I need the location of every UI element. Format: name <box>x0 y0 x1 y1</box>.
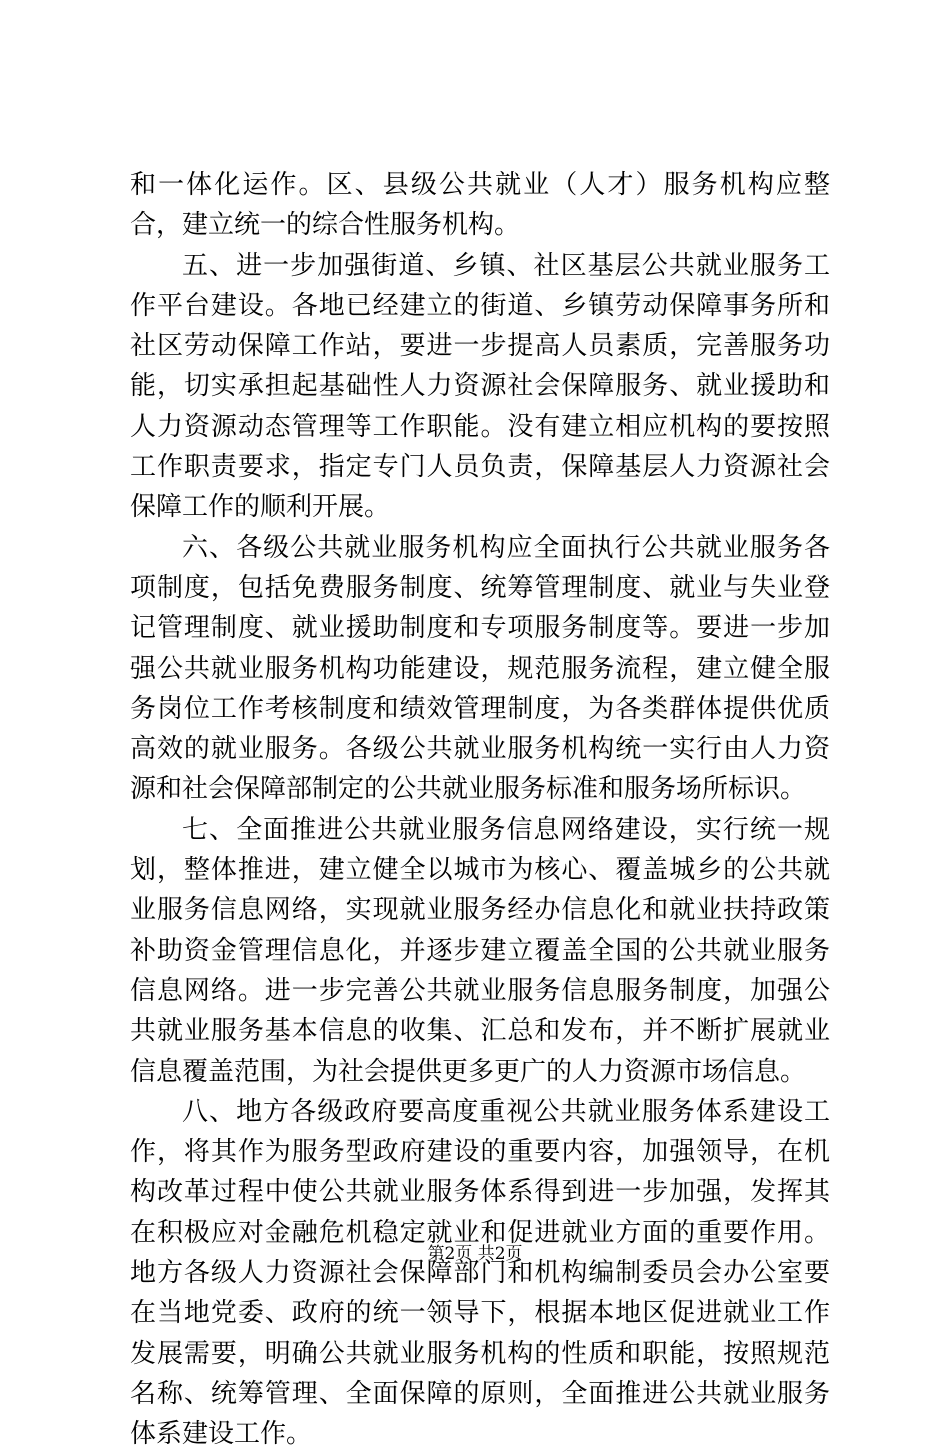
paragraph-section-8: 八、地方各级政府要高度重视公共就业服务体系建设工作，将其作为服务型政府建设的重要内容，加强领导，在机构改革过程中使公共就业服务体系得到进一步加强，发挥其在积极应对金融危机稳定就业和促进就业方面的重要作用。地方各级人力资源社会保障部门和机构编制委员会办公室要在当地党委、政府的统一领导下，根据本地区促进就业工作发展需要，明确公共就业服务机构的性质和职能，按照规范名称、统筹管理、全面保障的原则，全面推进公共就业服务体系建设工作。 <box>130 1096 830 1450</box>
paragraph-continued: 和一体化运作。区、县级公共就业（人才）服务机构应整合，建立统一的综合性服务机构。 <box>130 170 830 241</box>
page-total: 共2页 <box>477 1244 523 1264</box>
paragraph-section-6: 六、各级公共就业服务机构应全面执行公共就业服务各项制度，包括免费服务制度、统筹管理制度、就业与失业登记管理制度、就业援助制度和专项服务制度等。要进一步加强公共就业服务机构功能建设，规范服务流程，建立健全服务岗位工作考核制度和绩效管理制度，为各类群体提供优质高效的就业服务。各级公共就业服务机构统一实行由人力资源和社会保障部制定的公共就业服务标准和服务场所标识。 <box>130 532 830 805</box>
paragraph-section-7: 七、全面推进公共就业服务信息网络建设，实行统一规划，整体推进，建立健全以城市为核心、覆盖城乡的公共就业服务信息网络，实现就业服务经办信息化和就业扶持政策补助资金管理信息化，并逐步建立覆盖全国的公共就业服务信息网络。进一步完善公共就业服务信息服务制度，加强公共就业服务基本信息的收集、汇总和发布，并不断扩展就业信息覆盖范围，为社会提供更多更广的人力资源市场信息。 <box>130 814 830 1087</box>
page-number: 第2页 <box>427 1244 473 1264</box>
page-footer <box>0 1243 950 1265</box>
paragraph-section-5: 五、进一步加强街道、乡镇、社区基层公共就业服务工作平台建设。各地已经建立的街道、乡镇劳动保障事务所和社区劳动保障工作站，要进一步提高人员素质，完善服务功能，切实承担起基础性人力资源社会保障服务、就业援助和人力资源动态管理等工作职能。没有建立相应机构的要按照工作职责要求，指定专门人员负责，保障基层人力资源社会保障工作的顺利开展。 <box>130 250 830 523</box>
